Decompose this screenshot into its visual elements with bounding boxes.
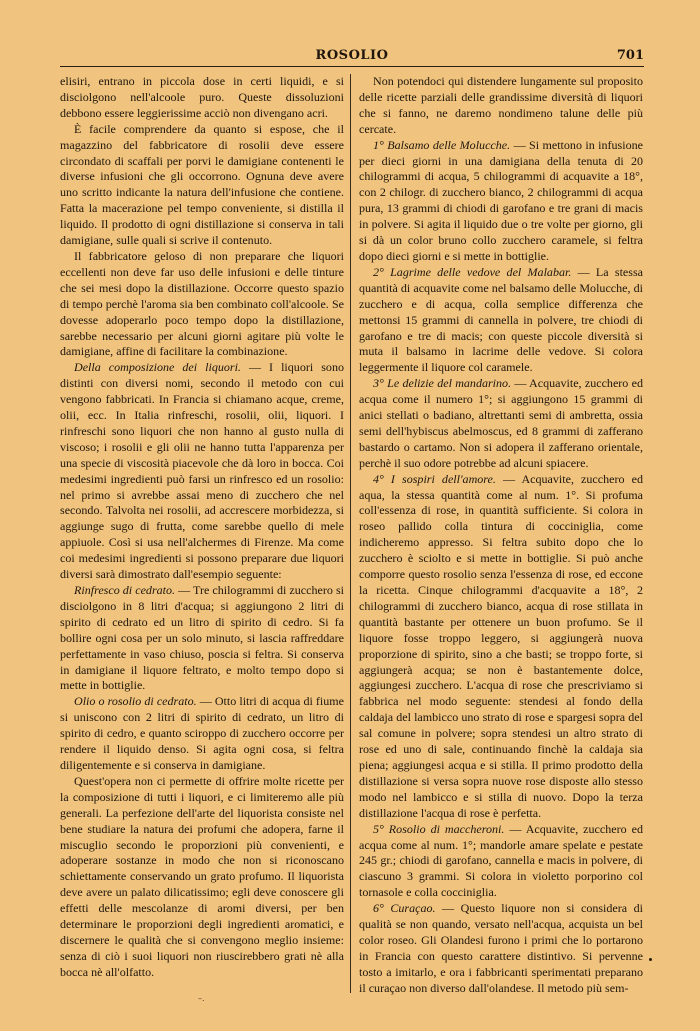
paragraph — [60, 694, 344, 774]
paragraph-text: — Acquavite, zucchero ed acqua come il numero 1°; si aggiungono 15 grammi di anici stellati o badiano, altrettanti semi di ambretta, ossia semi dell'hybiscus abelmoscus, ed 8 grammi di zafferano bastardo o cartamo. Non si adopera il zafferano orientale, perchè il suo odore potrebbe ad alcuni spiacere. — [359, 376, 643, 470]
recipe-heading: 6° Curaçao. — [373, 901, 436, 916]
paragraph — [60, 360, 344, 583]
paragraph — [359, 265, 643, 376]
paragraph — [60, 774, 344, 981]
paragraph — [359, 74, 643, 138]
paragraph-text: Non potendoci qui distendere lungamente sul proposito delle ricette parziali delle grandissime diversità di liquori che si fanno, ne daremo nondimeno talune delle più cercate. — [359, 74, 643, 136]
paragraph-text: — La stessa quantità di acquavite come nel balsamo delle Molucche, di zucchero e di acqua, colla semplice differenza che mettonsi 15 grammi di cannella in polvere, tre chiodi di garofano e tre di macis; con queste piccole diversità si muta il balsamo in lacrime delle vedove. Si colora leggermente il liquore col caramele. — [359, 264, 643, 375]
paragraph — [60, 249, 344, 360]
paragraph-text: Il fabbricatore geloso di non preparare che liquori eccellenti non deve far uso delle infusioni e delle tinture che sei mesi dopo la distillazione. Occorre questo spazio di tempo perchè l'aroma sia ben combinato coll'alcoole. Se dovesse adoperarlo poco tempo dopo la distillazione, sarebbe necessario per alcuni giorni agitare più volte le damigiane, affine di facilitare la combinazione. — [60, 248, 344, 359]
running-title: ROSOLIO — [315, 48, 389, 63]
recipe-heading: Olio o rosolio di cedrato. — [74, 694, 197, 709]
paragraph — [60, 583, 344, 694]
page-header — [60, 48, 644, 66]
paragraph-text: È facile comprendere da quanto si espose, che il magazzino del fabbricatore di rosolii deve essere circondato di scaffali per porvi le damigiane contenenti le diverse infusioni che gli occorrono. Ognuna deve avere uno scritto indicante la natura dell'infusione che contiene. Fatta la macerazione pel tempo conveniente, si distilla il liquido. Il prodotto di ogni distillazione si conserva in tali damigiane, sulle quali si scrive il contenuto. — [60, 121, 344, 248]
header-rule — [60, 66, 644, 67]
paragraph-text: — I liquori sono distinti con diversi nomi, secondo il metodo con cui vengono fabbricati. In Francia si chiamano acque, creme, olii, ecc. In Italia rinfreschi, rosolii, olii, liquori. I rinfreschi sono liquori che non hanno al gusto nulla di viscoso; i rosolii e gli olii ne hanno tutta l'apparenza per una specie di viscosità piacevole che dà loro in bocca. Coi medesimi ingredienti può farsi un rinfresco ed un rosolio: nel primo si avrebbe assai meno di zucchero che nel secondo. Talvolta nei rosolii, ad accrescere morbidezza, si aggiunge sugo di frutta, come sarebbe quello di mele appiuole. Così si usa nell'alchermes di Firenze. Ma come coi medesimi ingredienti si possono preparare due liquori diversi sarà dimostrato dall'esempio seguente: — [60, 360, 344, 582]
left-column — [60, 74, 344, 995]
paragraph-text: elisiri, entrano in piccola dose in certi liquidi, e si disciolgono nell'alcoole puro. Queste dissoluzioni debbono essere leggierissime acciò non divengano acri. — [60, 74, 344, 120]
print-mark: –. — [198, 994, 205, 1003]
paragraph — [359, 901, 643, 995]
recipe-heading: 1° Balsamo delle Molucche. — [373, 137, 511, 152]
paragraph-text: — Tre chilogrammi di zucchero si disciolgono in 8 litri d'acqua; si aggiungono 2 litri di spirito di cedrato ed un litro di spirito di cedro. Si fa bollire ogni cosa per un solo minuto, si lascia raffreddare perfettamente in vaso chiuso, poscia si feltra. Si conserva in damigiane il liquore feltrato, e molto tempo dopo si mette in bottiglie. — [60, 583, 344, 693]
paragraph — [359, 376, 643, 471]
paragraph-text: — Otto litri di acqua di fiume si uniscono con 2 litri di spirito di cedrato, un litro di spirito di cedro, e quanto sciroppo di zucchero occorre per rendere il liquido denso. Si agita ogni cosa, si feltra diligentemente e si conserva in damigiane. — [60, 694, 344, 772]
paragraph-text: — Si mettono in infusione per dieci giorni in una damigiana della tenuta di 20 chilogrammi di acqua, 5 chilogrammi di acquavite a 18°, con 2 chilogr. di zucchero bianco, 2 chilogrammi di acqua pura, 13 grammi di chiodi di garofano e tre grani di macis in polvere. Si agita il liquido due o tre volte per giorno, gli si dà un color bruno collo zucchero caramele, si feltra dopo dieci giorni e si mette in bottiglie. — [359, 137, 643, 263]
recipe-heading: Rinfresco di cedrato. — [74, 583, 176, 597]
paragraph — [359, 472, 643, 822]
right-column — [359, 74, 643, 995]
paragraph — [60, 122, 344, 249]
paragraph-text: — Questo liquore non si considera di qualità se non quando, versato nell'acqua, acquista un bel color roseo. Gli Olandesi furono i primi che lo portarono in Francia con questo carattere distintivo. Si pervenne tosto a imitarlo, e ora i fabbricanti sperimentati preparano il curaçao non diverso dall'olandese. Il metodo più sem- — [359, 901, 643, 995]
recipe-heading: 3° Le delizie del mandarino. — [373, 376, 512, 391]
paragraph — [60, 74, 344, 122]
recipe-heading: 4° I sospiri dell'amore. — [373, 471, 496, 486]
recipe-heading: 2° Lagrime delle vedove del Malabar. — [373, 264, 572, 279]
paragraph-text: — Acquavite, zucchero ed acqua come al num. 1°; mandorle amare spelate e pestate 245 gr.; chiodi di garofano, cannella e macis in polvere, di ciascuno 3 grammi. Si colora in violetto porporino col tornasole e colla cocciniglia. — [359, 821, 643, 900]
paragraph-text: Quest'opera non ci permette di offrire molte ricette per la composizione di tutti i liquori, e ci limiteremo alle più generali. La perfezione dell'arte del liquorista consiste nel bene studiare la natura dei profumi che adopera, farne il miscuglio secondo le proporzioni più convenienti, e adoperare sostanze in modo che non si riconoscano schiettamente conservando un grato profumo. Il liquorista deve avere un palato dilicatissimo; egli deve conoscere gli effetti delle mescolanze di aromi diversi, per ben determinare le proporzioni degli ingredienti aromatici, e discernere le qualità che si convengono meglio insieme: senza di ciò i suoi liquori non riuscirebbero grati nè alla bocca nè all'olfatto. — [60, 773, 344, 979]
ink-dot — [649, 958, 652, 961]
paragraph-text: — Acquavite, zucchero ed aqua, la stessa quantità come al num. 1°. Si profuma coll'essenza di rose, in quantità sufficiente. Si colora in roseo pallido colla tintura di cocciniglia, come indicheremo appresso. Si feltra subito dopo che lo zucchero è sciolto e si mette in bottiglie. Si può anche comporre questo rosolio senza l'essenza di rose, ed eccone la ricetta. Cinque chilogrammi d'acquavite a 18°, 2 chilogrammi di zucchero bianco, acqua di rose stillata in quantità bastante per ottenere un buon profumo. Se il liquore fosse troppo leggero, si aggiungerà nuova proporzione di spirito, sino a che basti; se troppo forte, si aggiungerà acqua; se non è bastantemente dolce, aggiungesi zucchero. L'acqua di rose che prescriviamo si fabbrica nel modo seguente: stendesi al fondo della caldaja del lambicco uno strato di rose e spargesi sopra del sal comune in polvere; sopra stendesi un altro strato di rose ed uno di sale, continuando finchè la caldaja sia piena; aggiungesi acqua e si stilla. Il primo prodotto della distillazione si versa sopra nuove rose disposte allo stesso modo nel lambicco e si stilla di nuovo. Dopo la terza distillazione l'acqua di rose è perfetta. — [359, 471, 643, 820]
recipe-heading: 5° Rosolio di maccheroni. — [373, 821, 505, 836]
paragraph — [359, 822, 643, 902]
column-divider — [350, 74, 351, 993]
recipe-heading: Della composizione dei liquori. — [74, 360, 241, 375]
paragraph — [359, 138, 643, 265]
page-number: 701 — [616, 48, 644, 63]
